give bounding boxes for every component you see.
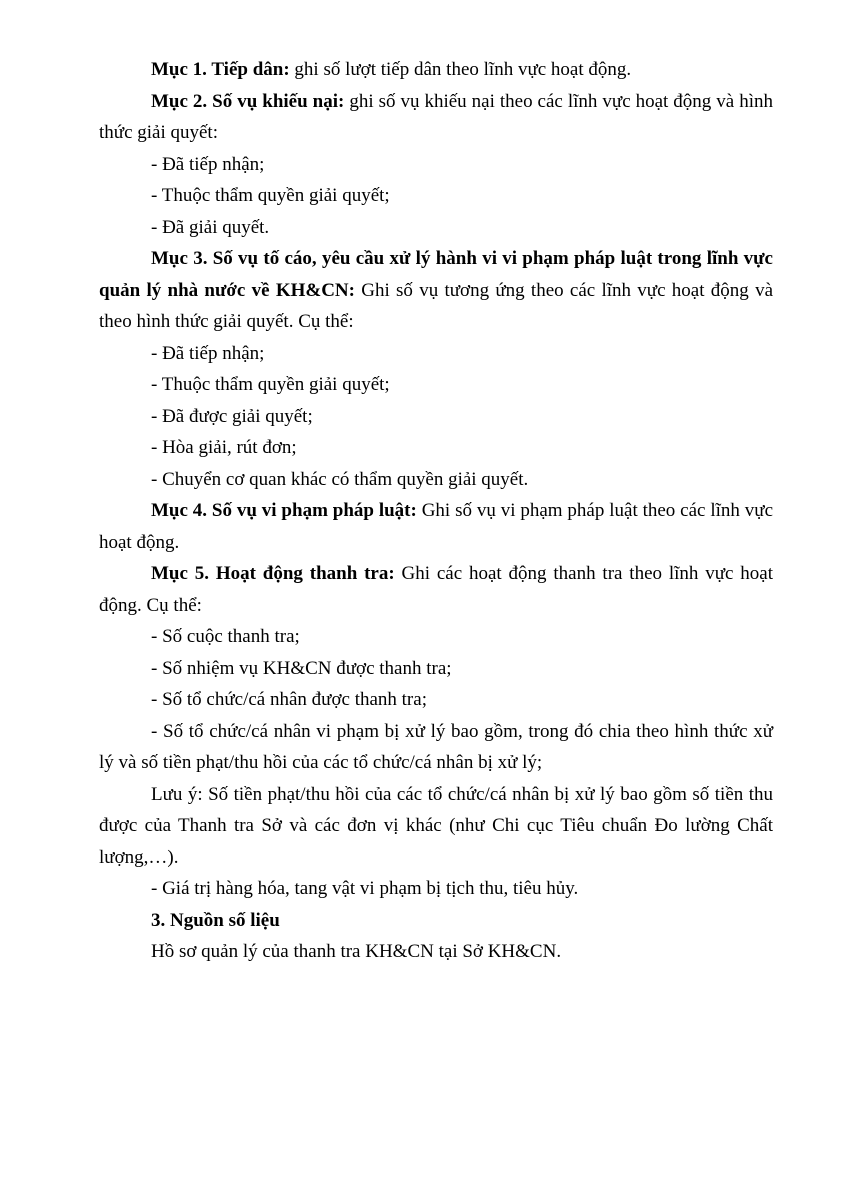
muc3-paragraph [99,243,773,338]
muc5-note: Lưu ý: Số tiền phạt/thu hồi của các tổ chức/cá nhân bị xử lý bao gồm số tiền thu được của Thanh tra Sở và các đơn vị khác (như Chi cục Tiêu chuẩn Đo lường Chất lượng,…). [99,783,773,868]
muc4-text: Ghi số vụ vi phạm pháp luật theo các lĩnh vực hoạt động. [99,500,774,553]
muc3-item: - Đã tiếp nhận; [151,342,265,364]
section3-text: Hồ sơ quản lý của thanh tra KH&CN tại Sở KH&CN. [151,941,562,962]
muc5-long-item: - Số tổ chức/cá nhân vi phạm bị xử lý bao gồm, trong đó chia theo hình thức xử lý và số tiền phạt/thu hồi của các tổ chức/cá nhân bị xử lý; [99,720,773,773]
muc3-title: Mục 3. Số vụ tố cáo, yêu cầu xử lý hành vi vi phạm pháp luật trong lĩnh vực quản lý nhà nước về KH&CN: [99,248,773,301]
muc3-item: - Thuộc thẩm quyền giải quyết; [151,374,390,395]
section3-heading-text: 3. Nguồn số liệu [151,909,280,931]
muc5-text: Ghi các hoạt động thanh tra theo lĩnh vực hoạt động. Cụ thể: [99,563,773,616]
muc1-text: ghi số lượt tiếp dân theo lĩnh vực hoạt động. [289,59,632,80]
muc4-paragraph [99,495,773,558]
muc3-item: - Hòa giải, rút đơn; [151,437,297,458]
muc2-paragraph [99,86,773,149]
muc5-item: - Số cuộc thanh tra; [151,626,300,647]
muc5-title: Mục 5. Hoạt động thanh tra: [151,563,395,584]
muc2-item: - Đã giải quyết. [151,216,270,238]
muc1-title: Mục 1. Tiếp dân: [151,59,290,80]
muc2-item: - Đã tiếp nhận; [151,153,265,175]
muc2-title: Mục 2. Số vụ khiếu nại: [151,90,345,112]
document-page [99,54,773,968]
muc4-title: Mục 4. Số vụ vi phạm pháp luật: [151,500,417,521]
muc3-item: - Đã được giải quyết; [151,405,313,427]
muc3-item: - Chuyển cơ quan khác có thẩm quyền giải quyết. [151,468,529,490]
muc5-item: - Số tổ chức/cá nhân được thanh tra; [151,689,427,710]
muc3-text: Ghi số vụ tương ứng theo các lĩnh vực hoạt động và theo hình thức giải quyết. Cụ thể: [99,279,773,332]
section3-heading [99,905,773,937]
muc5-item: - Số nhiệm vụ KH&CN được thanh tra; [151,657,452,679]
muc5-paragraph [99,558,773,621]
muc5-last-item: - Giá trị hàng hóa, tang vật vi phạm bị tịch thu, tiêu hủy. [151,878,579,899]
muc2-text: ghi số vụ khiếu nại theo các lĩnh vực hoạt động và hình thức giải quyết: [99,90,773,143]
muc1-paragraph [99,54,773,86]
muc2-item: - Thuộc thẩm quyền giải quyết; [151,185,390,206]
